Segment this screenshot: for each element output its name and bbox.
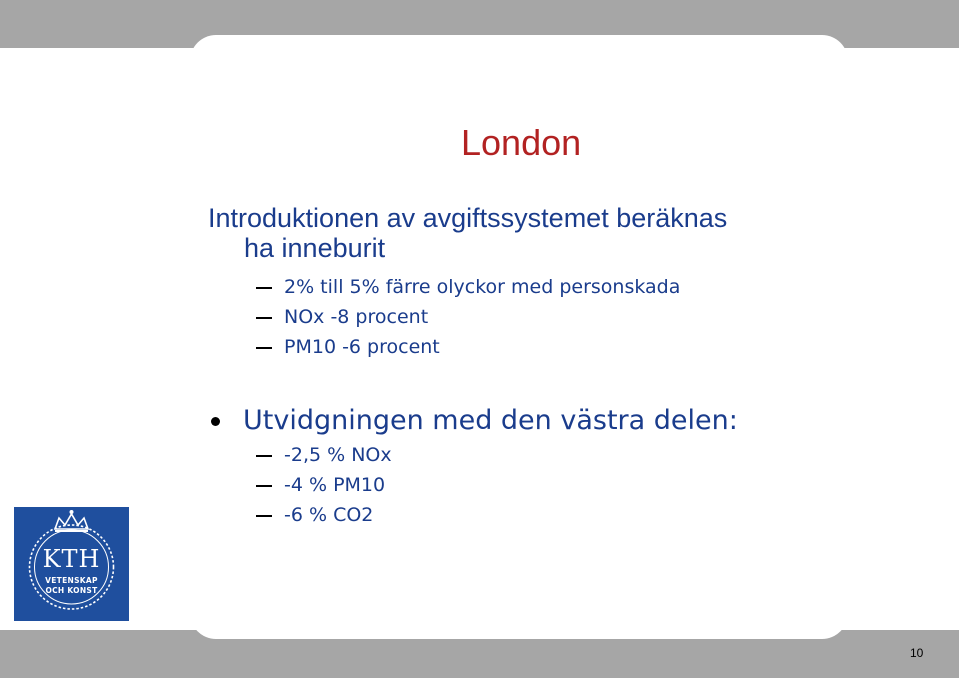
- list-item-text: -4 % PM10: [284, 474, 386, 496]
- logo-wordmark: KTH: [42, 545, 101, 573]
- list-item-text: -6 % CO2: [284, 504, 374, 526]
- dash-icon: [256, 287, 272, 289]
- dash-icon: [256, 515, 272, 517]
- dash-icon: [256, 347, 272, 349]
- slide-title: London: [461, 122, 582, 163]
- bullet-heading-text: Utvidgningen med den västra delen:: [243, 405, 738, 436]
- dash-icon: [256, 455, 272, 457]
- content-bottom-tab: [190, 600, 848, 639]
- list-item-text: PM10 -6 procent: [284, 336, 440, 358]
- bullet-icon: [211, 417, 220, 426]
- intro-heading-line-1: Introduktionen av avgiftssystemet beräknas: [208, 203, 728, 233]
- logo-tagline-2: OCH KONST: [45, 586, 98, 595]
- list-item-text: NOx -8 procent: [284, 306, 429, 328]
- dash-icon: [256, 485, 272, 487]
- list-item-text: -2,5 % NOx: [284, 444, 392, 466]
- kth-logo: [14, 507, 129, 621]
- page-number: 10: [910, 646, 924, 660]
- list-item-text: 2% till 5% färre olyckor med personskada: [284, 276, 681, 298]
- content-top-tab: [190, 35, 848, 75]
- intro-heading-line-2: ha inneburit: [244, 233, 386, 263]
- logo-tagline-1: VETENSKAP: [45, 576, 98, 585]
- dash-icon: [256, 317, 272, 319]
- intro-heading: [208, 203, 868, 263]
